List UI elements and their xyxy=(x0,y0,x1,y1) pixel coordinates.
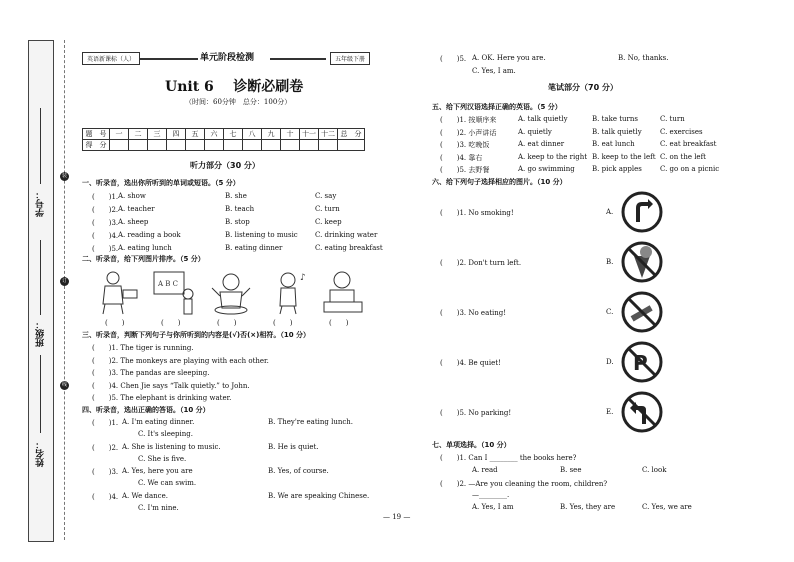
no-smoking-sign-icon xyxy=(620,290,664,334)
option-b: B. eat lunch xyxy=(592,140,635,148)
option-c: C. turn xyxy=(660,115,685,123)
option-b: B. pick apples xyxy=(592,165,642,173)
picture-letter: C. xyxy=(606,308,614,316)
option-b: B. We are speaking Chinese. xyxy=(268,492,370,500)
question-number[interactable]: ( )1. No smoking! xyxy=(440,209,514,217)
option-b: B. teach xyxy=(225,205,255,213)
section-3-title: 三、听录音，判断下列句子与你所听到的内容是(√)否(×)相符。（10 分） xyxy=(82,331,311,339)
grade-tag: 五年级下册 xyxy=(330,52,370,65)
answer-bracket[interactable]: ( ) xyxy=(273,319,293,327)
binding-hole: 订 xyxy=(61,278,67,284)
option-c: C. Yes, we are xyxy=(642,503,692,511)
score-cell[interactable] xyxy=(300,140,319,151)
subject-tag: 英语新课标（人） xyxy=(82,52,140,65)
writing-heading: 笔试部分（70 分） xyxy=(548,83,618,92)
answer-blank[interactable]: —________. xyxy=(472,491,510,499)
question-number[interactable]: ( )2. xyxy=(92,444,119,452)
option-b: B. stop xyxy=(225,218,250,226)
svg-text:A B C: A B C xyxy=(158,280,179,288)
question-number[interactable]: ( )2. Don't turn left. xyxy=(440,259,522,267)
judgement-item[interactable]: ( )1. The tiger is running. xyxy=(92,344,194,352)
number-field[interactable] xyxy=(40,108,41,184)
option-a: A. OK. Here you are. xyxy=(472,54,546,62)
no-eating-sign-icon xyxy=(620,240,664,284)
question-number[interactable]: ( )5. xyxy=(92,245,119,253)
judgement-item[interactable]: ( )5. The elephant is drinking water. xyxy=(92,394,232,402)
option-b: B. Yes, of course. xyxy=(268,467,329,475)
svg-text:P: P xyxy=(633,351,648,375)
question-number[interactable]: ( )3. xyxy=(92,468,119,476)
question-number[interactable]: ( )5. xyxy=(440,55,467,63)
option-b: B. They're eating lunch. xyxy=(268,418,353,426)
question-number[interactable]: ( )2. —Are you cleaning the room, children? xyxy=(440,480,608,488)
option-c: C. exercises xyxy=(660,127,703,136)
option-a: A. talk quietly xyxy=(518,115,568,123)
score-cell[interactable] xyxy=(224,140,243,151)
question-number-cell: 四 xyxy=(167,129,186,140)
time-score-info: （时间：60分钟 总分：100分） xyxy=(185,98,292,106)
question-number-cell: 三 xyxy=(148,129,167,140)
answer-bracket[interactable]: ( ) xyxy=(217,319,237,327)
header-rule xyxy=(140,58,198,60)
question-number[interactable]: ( )3. 吃晚饭 xyxy=(440,141,490,149)
score-cell[interactable] xyxy=(262,140,281,151)
cut-line xyxy=(64,40,65,540)
option-a: A. read xyxy=(472,466,498,474)
option-a: A. keep to the right xyxy=(518,152,588,161)
option-a: A. eat dinner xyxy=(518,140,565,148)
page-number: — 19 — xyxy=(383,513,411,521)
question-number-cell: 一 xyxy=(110,129,129,140)
unit-label: Unit 6 xyxy=(165,79,214,95)
answer-bracket[interactable]: ( ) xyxy=(329,319,349,327)
question-number[interactable]: ( )4. 靠右 xyxy=(440,153,483,162)
option-c: C. She is five. xyxy=(138,455,187,463)
option-a: A. show xyxy=(118,192,146,200)
listening-heading: 听力部分（30 分） xyxy=(190,161,260,170)
option-c: C. say xyxy=(315,192,337,200)
option-a: A. Yes, here you are xyxy=(122,467,193,475)
section-7-title: 七、单项选择。（10 分） xyxy=(432,441,511,449)
girl-music-picture xyxy=(268,268,314,316)
section-1-title: 一、听录音，选出你所听到的单词或短语。（5 分） xyxy=(82,179,240,187)
header-title: 单元阶段检测 xyxy=(200,53,255,63)
girl-eating-picture xyxy=(208,268,254,316)
judgement-item[interactable]: ( )3. The pandas are sleeping. xyxy=(92,369,210,377)
option-a: A. go swimming xyxy=(518,165,575,173)
answer-bracket[interactable]: ( ) xyxy=(161,319,181,327)
picture-letter: B. xyxy=(606,258,614,266)
name-label: 姓名： xyxy=(36,440,46,467)
question-number-cell: 二 xyxy=(129,129,148,140)
girl-reading-picture xyxy=(95,268,141,316)
question-number-cell: 十 xyxy=(281,129,300,140)
score-cell[interactable] xyxy=(205,140,224,151)
svg-text:♪: ♪ xyxy=(300,273,306,283)
question-number[interactable]: ( )3. xyxy=(92,219,119,227)
option-a: A. teacher xyxy=(118,205,155,213)
question-number-cell: 六 xyxy=(205,129,224,140)
header-label-cell: 题 号 xyxy=(83,129,110,140)
test-name: 诊断必刷卷 xyxy=(233,79,304,95)
option-c: C. It's sleeping. xyxy=(138,430,193,438)
option-a: A. We dance. xyxy=(122,492,168,500)
section-4-title: 四、听录音，选出正确的答语。（10 分） xyxy=(82,406,210,414)
question-number-cell: 九 xyxy=(262,129,281,140)
question-number[interactable]: ( )1. 按顺序来 xyxy=(440,116,497,124)
score-table xyxy=(82,128,365,151)
option-a: A. reading a book xyxy=(118,231,181,239)
no-parking-sign-icon xyxy=(620,340,664,384)
section-2-title: 二、听录音，给下列图片排序。（5 分） xyxy=(82,255,205,263)
score-cell[interactable] xyxy=(110,140,129,151)
option-c: C. We can swim. xyxy=(138,479,197,487)
teacher-board-picture xyxy=(150,268,196,316)
option-c: C. go on a picnic xyxy=(660,165,720,173)
question-number[interactable]: ( )2. 小声讲话 xyxy=(440,128,497,137)
score-label-cell: 得 分 xyxy=(83,140,110,151)
boy-desk-picture xyxy=(320,268,366,316)
option-a: A. She is listening to music. xyxy=(122,443,221,451)
score-cell[interactable] xyxy=(281,140,300,151)
option-b: B. eating dinner xyxy=(225,244,283,252)
binding-hole: 线 xyxy=(61,382,67,388)
page-title xyxy=(165,76,303,96)
score-cell[interactable] xyxy=(243,140,262,151)
option-c: C. I'm nine. xyxy=(138,504,179,512)
header-rule xyxy=(270,58,326,60)
score-cell[interactable] xyxy=(148,140,167,151)
class-label: 班级： xyxy=(36,320,46,347)
option-a: A. quietly xyxy=(518,127,552,136)
judgement-item[interactable]: ( )2. The monkeys are playing with each other. xyxy=(92,356,269,365)
question-number[interactable]: ( )5. 去野餐 xyxy=(440,166,490,174)
option-b: B. listening to music xyxy=(225,231,298,239)
question-number-cell: 十一 xyxy=(300,129,319,140)
name-field[interactable] xyxy=(40,355,41,433)
option-a: A. sheep xyxy=(118,218,149,226)
score-cell[interactable] xyxy=(186,140,205,151)
score-cell[interactable] xyxy=(129,140,148,151)
score-cell[interactable] xyxy=(167,140,186,151)
no-left-turn-sign-icon xyxy=(620,390,664,434)
picture-letter: A. xyxy=(606,208,614,216)
option-c: C. turn xyxy=(315,205,340,213)
picture-letter: D. xyxy=(606,358,614,366)
question-number-cell: 七 xyxy=(224,129,243,140)
question-number[interactable]: ( )3. No eating! xyxy=(440,309,507,317)
option-b: B. Yes, they are xyxy=(560,503,616,511)
score-cell[interactable] xyxy=(338,140,365,151)
section-6-title: 六、给下列句子选择相应的图片。（10 分） xyxy=(432,178,567,186)
question-number[interactable]: ( )1. xyxy=(92,419,119,427)
question-number-cell: 十二 xyxy=(319,129,338,140)
option-c: C. on the left xyxy=(660,152,706,161)
class-field[interactable] xyxy=(40,240,41,315)
picture-letter: E. xyxy=(606,408,614,416)
option-a: A. I'm eating dinner. xyxy=(122,418,195,426)
option-c: C. eat breakfast xyxy=(660,140,717,148)
question-number-cell: 五 xyxy=(186,129,205,140)
question-number[interactable]: ( )4. xyxy=(92,493,119,501)
question-number[interactable]: ( )1. Can I ________ the books here? xyxy=(440,454,577,462)
option-c: C. Yes, I am. xyxy=(472,67,516,75)
option-b: B. see xyxy=(560,466,582,474)
option-b: B. keep to the left xyxy=(592,152,656,161)
no-turn-sign-icon xyxy=(620,190,664,234)
option-c: C. look xyxy=(642,466,667,474)
question-number-cell: 八 xyxy=(243,129,262,140)
option-b: B. talk quietly xyxy=(592,127,642,136)
option-b: B. take turns xyxy=(592,115,638,123)
option-b: B. He is quiet. xyxy=(268,443,319,451)
binding-hole: 装 xyxy=(61,173,67,179)
question-number[interactable]: ( )5. No parking! xyxy=(440,409,512,417)
option-b: B. No, thanks. xyxy=(618,54,669,62)
option-b: B. she xyxy=(225,192,247,200)
question-number[interactable]: ( )4. xyxy=(92,232,119,240)
number-label: 学号： xyxy=(36,190,46,217)
option-c: C. drinking water xyxy=(315,231,378,239)
score-cell[interactable] xyxy=(319,140,338,151)
option-c: C. keep xyxy=(315,218,342,226)
option-a: A. Yes, I am xyxy=(472,503,514,511)
question-number[interactable]: ( )4. Be quiet! xyxy=(440,359,501,367)
question-number[interactable]: ( )1. xyxy=(92,193,119,201)
question-number[interactable]: ( )2. xyxy=(92,206,119,214)
section-5-title: 五、给下列汉语选择正确的英语。（5 分） xyxy=(432,103,562,111)
judgement-item[interactable]: ( )4. Chen Jie says “Talk quietly.” to John. xyxy=(92,381,250,390)
option-c: C. eating breakfast xyxy=(315,244,383,252)
question-number-cell: 总 分 xyxy=(338,129,365,140)
option-a: A. eating lunch xyxy=(118,244,172,252)
answer-bracket[interactable]: ( ) xyxy=(105,319,125,327)
